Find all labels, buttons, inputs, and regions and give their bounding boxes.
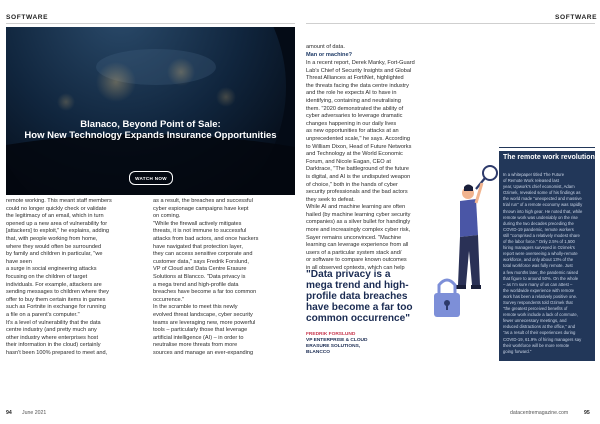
page-number-right: 95 <box>584 410 590 416</box>
article-column-3: In a recent report, Derek Manky, Fort-Guard Lab's Chief of Security Insights and Global Threat Alliances at FortiNet, highlighted the threats facing the data centre industry and the role he expects AI to have in identifying, containing and neutralising them. "2020 demonstrated the ability of cyber adversaries to leverage dramatic changes happening in our daily lives as new opportunities for attacks at an unprecedented scale," he says. According to William Dixon, Head of Future Networks and Technology at the World Economic Forum, and Nicole Eagan, CEO at Darktrace, "The battleground of the future is digital, and AI is the undisputed weapon of choice," both in the hands of cyber security professionals and the bad actors they seek to defeat. While AI and machine learning are often hailed (by machine learning cyber security companies) as a silver bullet for handingly more and increasingly complex cyber risk, Sayer remains unconvinced. "Machine learning can leverage experience from all users of a particular system stack and/ or software to compare known outcomes in all observed contexts, which can help <box>306 60 415 272</box>
header-divider-left <box>6 23 295 24</box>
quote-line: common occurrence" <box>306 313 411 324</box>
quote-attribution-name: FREDRIK FORSLUND <box>306 332 356 337</box>
page-number-left: 94 <box>6 410 12 416</box>
site-url: datacentremagazine.com <box>510 410 569 416</box>
article-column-1: remote working. This meant staff members could no longer quickly check or validate the legitimacy of an email, which in turn opened up a new area of vulnerability for [attackers] to exploit," he explains, adding that, with people working from home, where they would often be surrounded by family and children in particular, "we have seen a surge in social engineering attacks focusing on the children of target individuals. For example, attackers are sending messages to children where they offer to buy them certain items in games such as Fortnite in exchange for running a file on a parent's computer." It's a level of vulnerability that the data centre industry (and pretty much any other industry where enterprises host their information in the cloud) certainly hasn't been 100% prepared to meet and, <box>6 198 112 356</box>
section-label-right: SOFTWARE <box>555 14 598 21</box>
hero-title-line2: How New Technology Expands Insurance Opportunities <box>24 130 277 141</box>
sidebar-top-rule <box>499 147 595 148</box>
quote-line: mega trend and high- <box>306 280 409 291</box>
section-label-left: SOFTWARE <box>6 14 49 21</box>
article-column-2: as a result, the breaches and successful cyber espionage campaigns have kept on coming. "While the firewall actively mitigates threats, it is not immune to successful attacks from bad actors, and once hackers have navigated that protection layer, they can access sensitive corporate and customer data," says Fredrik Forslund, VP of Cloud and Data Centre Erasure Solutions at Blancco. "Data privacy is a mega trend and high-profile data breaches have become a far too common occurrence." In the scramble to meet this newly evolved threat landscape, cyber security teams are leveraging new, more powerful tools – particularly those that leverage artificial intelligence (AI) – in order to neutralise more threats from more sources and manage an ever-expanding <box>153 198 259 356</box>
sidebar-box <box>499 151 595 361</box>
sidebar-title: The remote work revolution <box>503 154 595 161</box>
quote-attribution-title-line2: ERASURE SOLUTIONS, <box>306 344 361 349</box>
sidebar-text: In a whitepaper titled The Future of Remote Work released last year, Upwork's chief economist, Adam Ozimek, revealed some of his findings as the world made "unexpected and massive trial run" of a remote economy was rapidly thrown into high gear. He noted that, while remote work was undeniably on the rise during the two decades preceding the COVID-19 pandemic, remote workers still "comprised a relatively modest share of the labor force." Only 2.5% of 1,500 hiring managers surveyed in Ozimek's report were overseeing a wholly-remote workforce, and only about 13% of the total workforce was fully remote. Just a few months later, the pandemic raised that figure to around 50%. On the whole – as I'm sure many of us can attest – the worldwide experience with remote work has been a relatively positive one. Survey respondents told Ozimek that "the greatest perceived benefits of remote work include a lack of commute, fewer unnecessary meetings, and reduced distractions at the office," and "as a result of their experiences during COVID-19, 61.9% of hiring managers say their workforce will be more remote going forward." <box>503 172 583 354</box>
article-column-3-intro: amount of data. <box>306 44 345 50</box>
quote-attribution-title-line3: BLANCCO <box>306 350 330 355</box>
quote-line: have become a far too <box>306 302 413 313</box>
hero-advert[interactable] <box>6 27 295 195</box>
quote-line: profile data breaches <box>306 291 408 302</box>
earth-at-night-image <box>6 27 295 195</box>
header-divider-right <box>306 23 595 24</box>
subheading-man-or-machine: Man or machine? <box>306 52 353 58</box>
quote-attribution-title-line1: VP ENTERPRISE & CLOUD <box>306 338 368 343</box>
watch-now-button[interactable]: WATCH NOW <box>129 171 173 185</box>
person-with-magnifier-illustration <box>430 165 500 365</box>
issue-date: June 2021 <box>22 410 47 416</box>
quote-line: "Data privacy is a <box>306 269 391 280</box>
hero-title-line1: Blanaco, Beyond Point of Sale: <box>80 119 221 130</box>
